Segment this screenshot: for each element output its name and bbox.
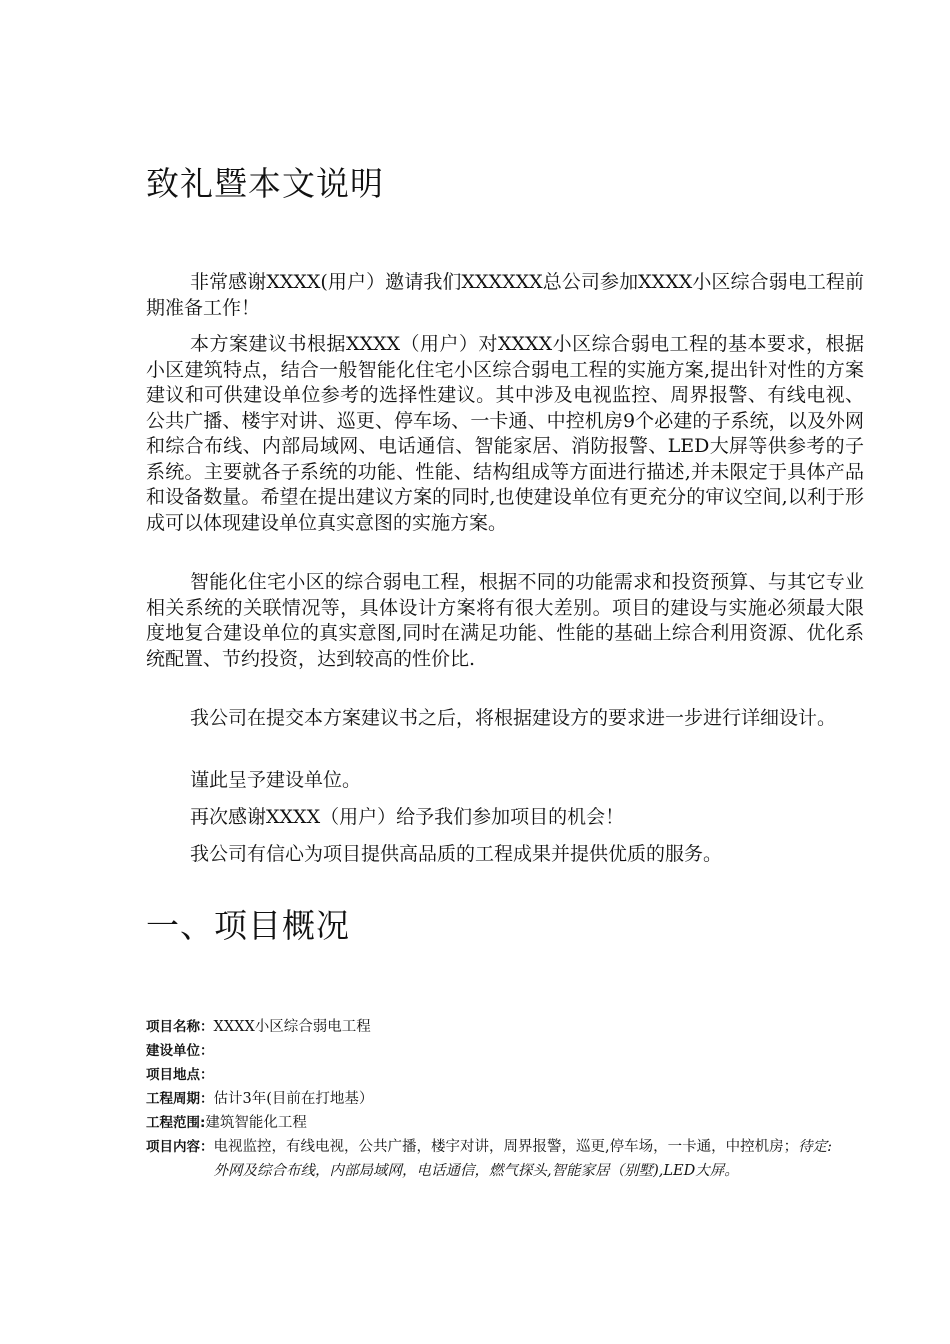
project-info (146, 1015, 866, 1183)
paragraph-thanks-again: 再次感谢XXXX（用户）给予我们参加项目的机会！ (190, 806, 625, 828)
info-label: 建设单位： (146, 1043, 214, 1059)
info-label: 工程范围: (146, 1115, 206, 1131)
paragraph-thanks: 非常感谢XXXX(用户）邀请我们XXXXXX总公司参加XXXX小区综合弱电工程前期准备工作！ (146, 271, 864, 319)
info-row-period (146, 1087, 866, 1111)
info-row-scope (146, 1111, 866, 1135)
content-pending: 待定:外网及综合布线，内部局域网，电话通信，燃气探头,智能家居（别墅),LED大屏。 (213, 1139, 832, 1179)
info-value: 估计3年(目前在打地基） (213, 1091, 374, 1107)
paragraph-confidence: 我公司有信心为项目提供高品质的工程成果并提供优质的服务。 (190, 843, 723, 865)
info-label: 项目内容： (146, 1139, 214, 1155)
section-title-preface: 致礼暨本文说明 (146, 164, 384, 203)
info-row-name (146, 1015, 866, 1039)
paragraph-followup: 我公司在提交本方案建议书之后，将根据建设方的要求进一步进行详细设计。 (190, 707, 837, 729)
info-value: 建筑智能化工程 (205, 1115, 307, 1131)
info-value-content (214, 1135, 844, 1183)
info-label: 项目名称： (146, 1019, 214, 1035)
info-label: 项目地点： (146, 1067, 214, 1083)
section-title-overview: 一、项目概况 (146, 906, 350, 945)
paragraph-design: 智能化住宅小区的综合弱电工程，根据不同的功能需求和投资预算、与其它专业相关系统的关联情况等，具体设计方案将有很大差别。项目的建设与实施必须最大限度地复合建设单位的真实意图,同时在满足功能、性能的基础上综合利用资源、优化系统配置、节约投资，达到较高的性价比. (146, 571, 864, 670)
info-row-location (146, 1063, 866, 1087)
paragraph-proposal: 本方案建议书根据XXXX（用户）对XXXX小区综合弱电工程的基本要求，根据小区建筑特点，结合一般智能化住宅小区综合弱电工程的实施方案,提出针对性的方案建议和可供建设单位参考的选择性建议。其中涉及电视监控、周界报警、有线电视、公共广播、楼宇对讲、巡更、停车场、一卡通、中控机房9个必建的子系统，以及外网和综合布线、内部局域网、电话通信、智能家居、消防报警、LED大屏等供参考的子系统。主要就各子系统的功能、性能、结构组成等方面进行描述,并未限定于具体产品和设备数量。希望在提出建议方案的同时,也使建设单位有更充分的审议空间,以利于形成可以体现建设单位真实意图的实施方案。 (146, 333, 864, 534)
info-label: 工程周期： (146, 1091, 214, 1107)
info-row-owner (146, 1039, 866, 1063)
info-value: XXXX小区综合弱电工程 (213, 1019, 371, 1035)
paragraph-submit: 谨此呈予建设单位。 (190, 769, 362, 791)
content-required: 电视监控，有线电视，公共广播，楼宇对讲，周界报警，巡更,停车场，一卡通，中控机房； (213, 1139, 799, 1155)
info-row-content (146, 1135, 866, 1183)
